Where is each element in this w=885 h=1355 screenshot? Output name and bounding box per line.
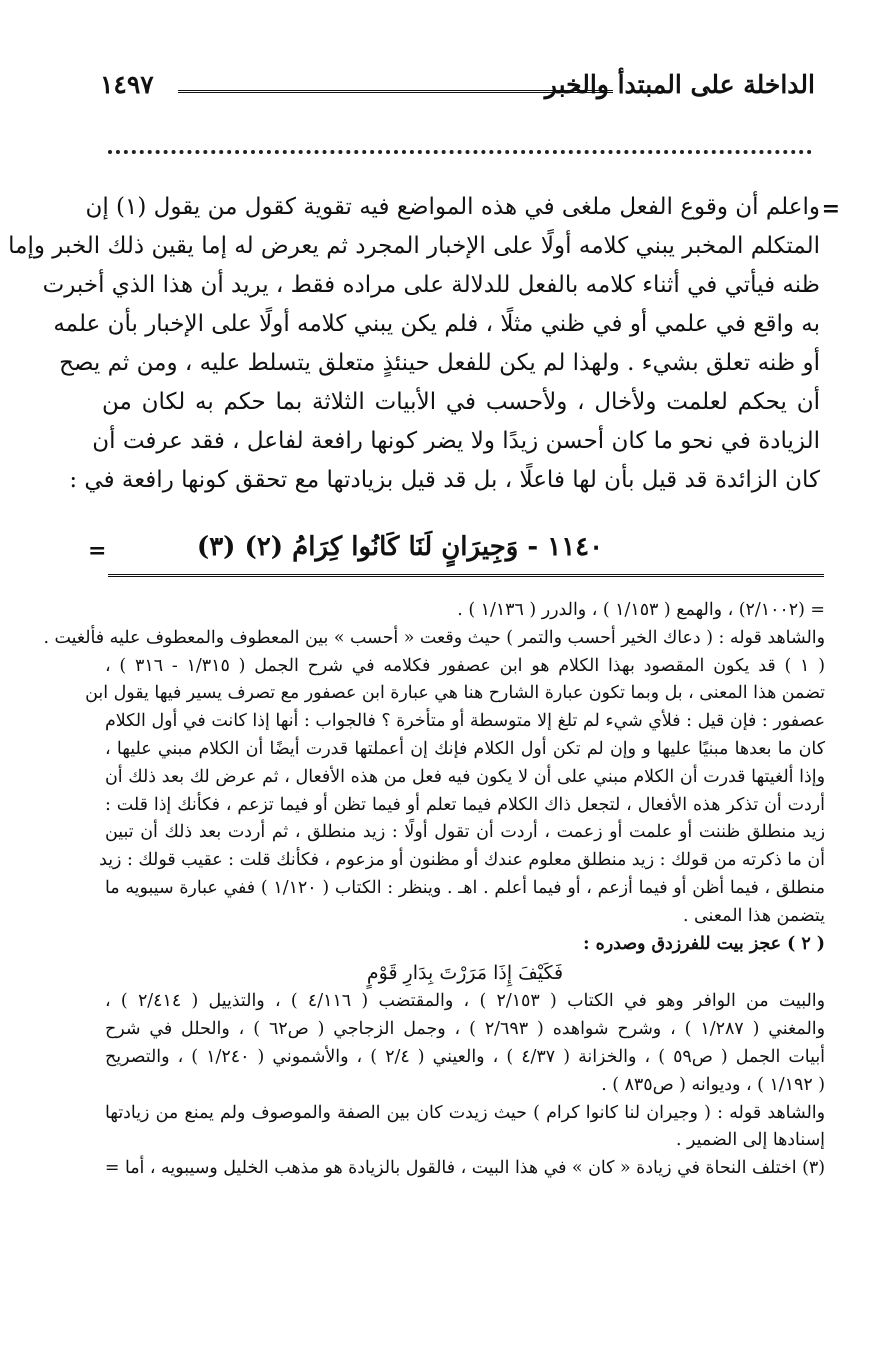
main-line: كان الزائدة قد قيل بأن لها فاعلًا ، بل قد قيل بزيادتها مع تحقق كونها رافعة في : <box>69 467 820 493</box>
dotted-separator <box>108 150 812 154</box>
footnote-line: أبيات الجمل ( ص٥٩ ) ، والخزانة ( ٤/٣٧ ) ، والعيني ( ٢/٤ ) ، والأشموني ( ١/٢٤٠ ) ، والتصريح <box>105 1046 826 1067</box>
footnote-line: يتضمن هذا المعنى . <box>682 905 825 926</box>
footnote-line: تضمن هذا المعنى ، بل وبما تكون عبارة الشارح هنا هي عبارة ابن عصفور مع تصرف يسير فيها يقول ابن <box>85 683 825 704</box>
footnote-line: (٣) اختلف النحاة في زيادة « كان » في هذا البيت ، فالقول بالزيادة هو مذهب الخليل وسيبويه ، أما = <box>104 1158 825 1179</box>
main-line: ظنه فيأتي في أثناء كلامه بالفعل للدلالة على مراده فقط ، يريد أن هذا الذي أخبرت <box>42 272 820 298</box>
page-header <box>100 70 815 110</box>
verse-1140: ١١٤٠ - وَجِيرَانٍ لَنَا كَانُوا كِرَامُ (٢) (٣) <box>196 532 604 562</box>
footnote-line: والشاهد قوله : ( وجيران لنا كانوا كرام ) حيث زيدت كان بين الصفة والموصوف ولم يمنع من زيادتها <box>105 1102 825 1123</box>
main-line: واعلم أن وقوع الفعل ملغى في هذه المواضع فيه تقوية كقول من يقول (١) إن <box>85 194 820 220</box>
running-title: الداخلة على المبتدأ والخبر <box>544 70 815 99</box>
main-line: أن يحكم لعلمت ولأخال ، ولأحسب في الأبيات الثلاثة بما حكم به لكان من <box>102 389 820 415</box>
footnote-line: أردت أن تذكر هذه الأفعال ، لتجعل ذاك الكلام فيما تعلم أو فيما تظن أو فيما تزعم ، فكأنك إذا قلت : <box>105 794 825 815</box>
footnote-line: أن ما ذكرته من قولك : زيد منطلق معلوم عندك أو مظنون أو مزعوم ، فكأنك قلت : عقيب قولك : زيد <box>99 850 825 871</box>
footnote-line: والشاهد قوله : ( دعاك الخير أحسب والتمر ) حيث وقعت « أحسب » بين المعطوف والمعطوف عليه فألغيت . <box>43 627 825 648</box>
main-line: به واقع في علمي أو في ظني مثلًا ، فلم يكن يبني كلامه أولًا على الإخبار بأن علمه <box>53 311 820 337</box>
footnote-line: إسنادها إلى الضمير . <box>675 1130 825 1151</box>
footnote-line: = (٢/١٠٠٢) ، والهمع ( ١/١٥٣ ) ، والدرر ( ١/١٣٦ ) . <box>457 600 825 620</box>
continuation-mark-top: = <box>821 196 840 222</box>
footnote-line: والمغني ( ١/٢٨٧ ) ، وشرح شواهده ( ٢/٦٩٣ ) ، وجمل الزجاجي ( ص٦٢ ) ، والحلل في شرح <box>105 1019 825 1040</box>
main-line: الزيادة في نحو ما كان أحسن زيدًا ولا يضر كونها رافعة لفاعل ، فقد عرفت أن <box>92 428 820 454</box>
footnote-line: منطلق ، فيما أظن أو فيما أزعم ، أو فيما أعلم . اهـ . وينظر : الكتاب ( ١/١٢٠ ) ففي عبارة سيبويه ما <box>105 877 825 898</box>
main-line: أو ظنه تعلق بشيء . ولهذا لم يكن للفعل حينئذٍ متعلق يتسلط عليه ، ومن ثم يصح <box>59 350 820 376</box>
footnote-separator <box>108 574 824 579</box>
footnote-line: ( ١ ) قد يكون المقصود بهذا الكلام هو ابن عصفور فكلامه في شرح الجمل ( ١/٣١٥ - ٣١٦ ) ، <box>105 655 825 676</box>
footnote-line: ( ١/١٩٢ ) ، وديوانه ( ص٨٣٥ ) . <box>601 1074 825 1095</box>
footnote-line: كان ما بعدها مبنيًا عليها و وإن لم تكن أول الكلام فإنك إن أعملتها قدرت أيضًا أن الكلام مبني عليها ، <box>105 738 825 759</box>
footnote-line: وإذا ألغيتها قدرت أن الكلام مبني على أن لا يكون فيه فعل من هذه الأفعال ، ثم عرض لك بعد ذلك أن <box>105 766 825 787</box>
header-rule <box>178 90 613 95</box>
footnote-line: والبيت من الوافر وهو في الكتاب ( ٢/١٥٣ ) ، والمقتضب ( ٤/١١٦ ) ، والتذييل ( ٢/٤١٤ ) ، <box>105 991 825 1012</box>
footnote-line: زيد منطلق ظننت أو علمت أو زعمت ، أردت أن تقول أولًا : زيد منطلق ، ثم أردت بعد ذلك أن تبين <box>105 822 825 843</box>
main-text <box>8 188 820 500</box>
page-number: ١٤٩٧ <box>100 70 154 99</box>
footnote-line: عصفور : فإن قيل : فلأي شيء لم تلغ إلا متوسطة أو متأخرة ؟ فالجواب : أنها إذا كانت في أول الكلام <box>105 711 825 732</box>
footnote-poem: فَكَيْفَ إِذَا مَرَرْتَ بِدَارِ قَوْمٍ <box>366 962 564 985</box>
continuation-mark-verse: = <box>88 538 107 564</box>
footnotes <box>43 597 826 1183</box>
main-line: المتكلم المخبر يبني كلامه أولًا على الإخبار المجرد ثم يعرض له إما يقين ذلك الخبر وإما <box>8 233 820 259</box>
footnote-line: ( ٢ ) عجز بيت للفرزدق وصدره : <box>583 933 825 954</box>
